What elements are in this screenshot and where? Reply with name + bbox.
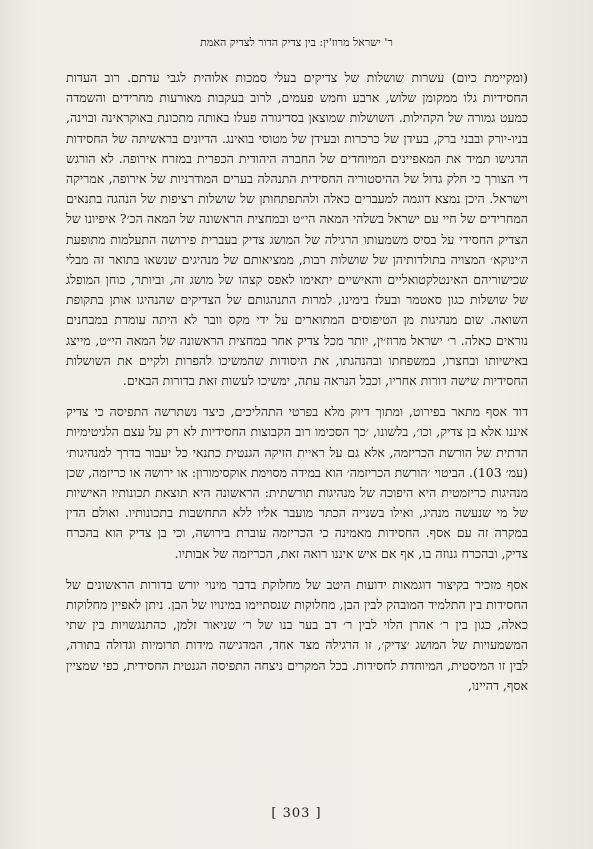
paragraph: אסף מזכיר בקיצור דוגמאות ידועות היטב של מחלוקת בדבר מינוי יורש בדורות הראשונים של החסידות בין התלמיד המובהק לבין הבן, מחלוקות שנסתיימו במינויו של הבן. ניתן לאפיין מחלוקות כאלה, כגון בין ר׳ אהרן הלוי לבין ר׳ דב בער בנו של ר׳ שניאור זלמן, כהתנגשויות בין שתי המשמעויות של המושג ׳צדיק׳, זו הרגילה מצד אחד, המדגישה מידות תרומיות וגדולה בתורה, לבין זו המיסטית, המיוחדת לחסידות. בכל המקרים ניצחה התפיסה הגנטית החסידית, כפי שמציין אסף, דהיינו, bbox=[66, 576, 528, 693]
paragraph: (ומקיימת כיום) עשרות שושלות של צדיקים בעלי סמכות אלוהית לגבי עדתם. רוב העדות החסידיות גלו ממקומן שלוש, ארבע וחמש פעמים, לרוב בעקבות מאורעות מחרידים והשמדה כמעט גמורה של הקהילות. השושלות שמוצאן בסדיגורה פעלו באותה מתכונת באוקראינה ובוינה, בניו-יורק ובבני ברק, בעידן של כרכרות ובעידן של מטוסי בואינג. הדיונים בראשיתה של החסידות הדגישו תמיד את המאפיינים המיוחדים של החברה היהודית הכפרית במזרח אירופה. לא הורגש די הצורך כי חלק גדול של ההיסטוריה החסידית התנהלה בערים המודרניות של אירופה, אמריקה וישראל. היכן נמצא דוגמה למעברים כאלה ולהתפתחותן של שושלות רציפות של הנהגה בתנאים המחרידים של חיי עם ישראל בשלהי המאה הי״ט ובמחצית הראשונה של המאה הכ׳? איפיונו של הצדיק החסידי על בסיס משמעותו הרגילה של המושג צדיק בעברית פירושה התעלמות מתופעת ה׳ינוקא׳ המצויה בתולדותיהן של שושלות רבות, ממציאותם של מנהיגים שנשאו בתואר זה מבלי שכישוריהם האינטלקטואליים והאישיים יתאימו לאפס קצהו של מושג זה, וביותר, כוחן המופלג של שושלות כגון סאטמר ובעלז בימינו, למרות התנהגותם של הצדיקים שהנהיגו אותן בתקופת השואה. שום מנהיגות מן הטיפוסים המתוארים על ידי מקס וובר לא היתה עומדת במבחנים נוראים כאלה. ר׳ ישראל מרוז׳ין, יותר מכל צדיק אחר במחצית הראשונה של המאה הי״ט, מייצג באישיותו ובחצרו, במשפחתו ובהנהגתו, את היסודות שהמשיכו להפרות ולקיים את השושלות החסידיות שישה דורות אחריו, וככל הנראה עתה, ימשיכו לעשות זאת בדורות הבאים. bbox=[66, 70, 528, 389]
body-text bbox=[66, 68, 528, 696]
paragraph: דוד אסף מתאר בפירוט, ומתוך דיוק מלא בפרטי התהליכים, כיצד נשתרשה התפיסה כי צדיק איננו אלא בן צדיק, וכו׳, בלשונו, ׳כך הסכימו רוב הקבוצות החסידיות לא רק על עצם הלגיטימיות הדתית של הורשת הכריזמה, אלא גם על ראיית הזיקה הגנטית כתנאי כל יעבור בדרך למנהיגות׳ (עמ׳ 103). הביטוי ׳הורשת הכריזמה׳ הוא במידה מסוימת אוקסימורון: או ירושה או כריזמה, שכן מנהיגות כריזמטית היא היפוכה של מנהיגות תורשתית: הראשונה היא תוצאת תכונותיו האישיות של מי שנעשה מנהיג, ואילו בשנייה הכתר מועבר אליו ללא התחשבות בתכונותיו. ואולם הדין במקרה זה עם אסף. החסידות מאמינה כי הכריזמה עוברת בירושה, וכי בן צדיק הוא בהכרח צדיק, ובהכרח גנוזה בו, אף אם איש איננו רואה זאת, הכריזמה של אבותיו. bbox=[66, 404, 528, 561]
page-number: [ 303 ] bbox=[271, 806, 322, 821]
running-header: ר' ישראל מרוז'ין: בין צדיק הדור לצדיק האמת bbox=[200, 36, 393, 49]
